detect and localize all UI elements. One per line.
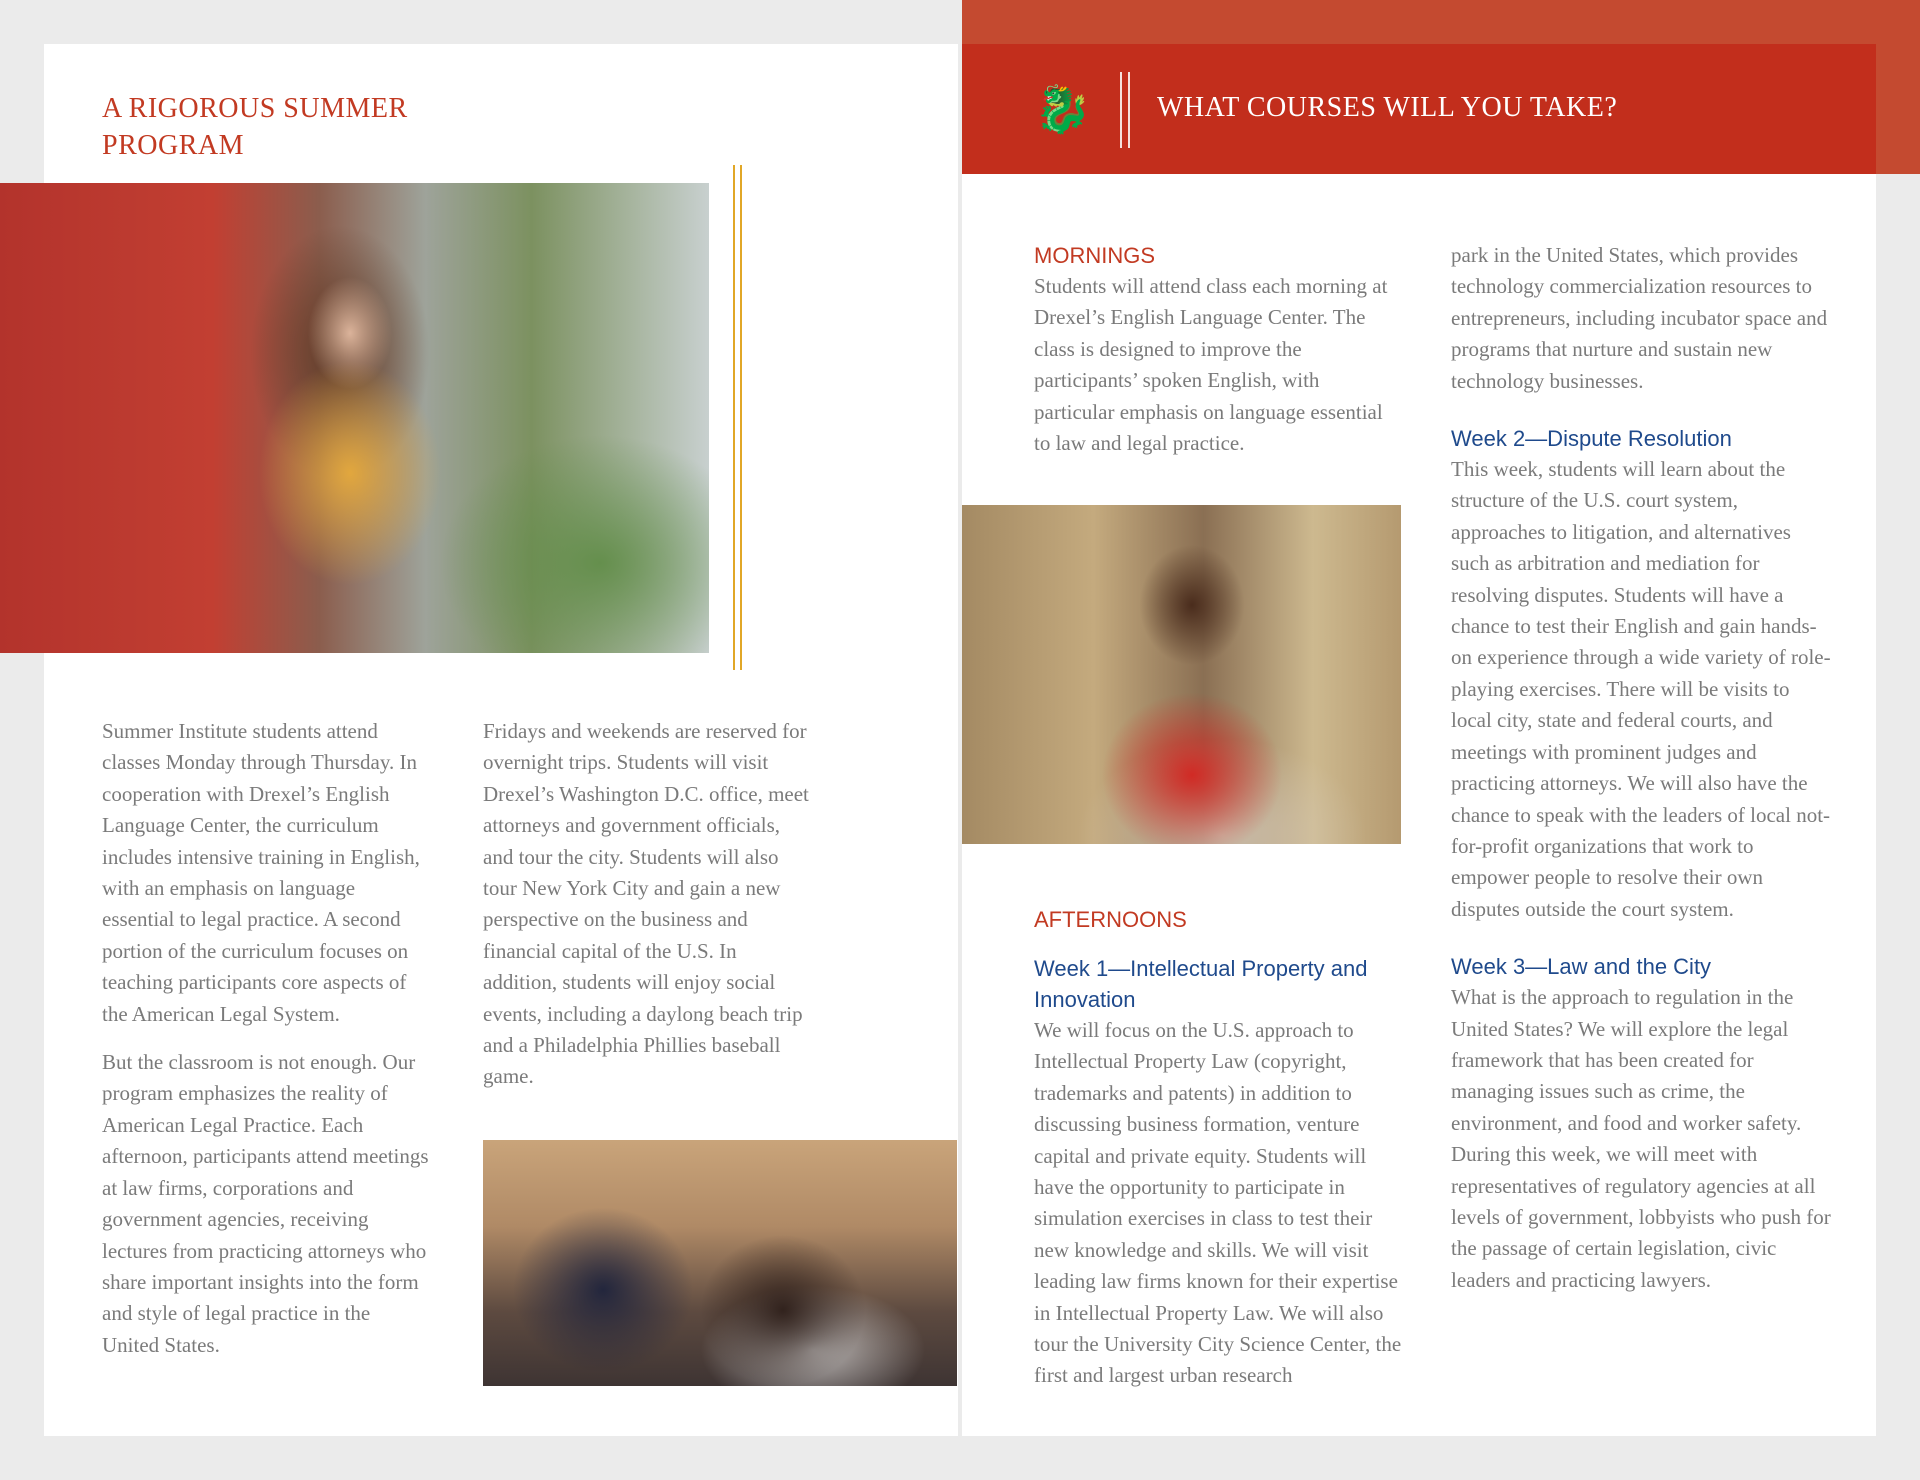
page-title-line2: PROGRAM [102, 130, 244, 161]
left-column-1 [102, 716, 432, 1378]
right-column-2 [1451, 240, 1831, 1296]
right-column-1 [1034, 240, 1404, 459]
week2-text: This week, students will learn about the structure of the U.S. court system, approaches to litigation, and alternatives such as arbitration and mediation for resolving disputes. Students will have a chance to test their English and gain hands-on experience through a wide variety of role-playing exercises. There will be visits to local city, state and federal courts, and meetings with prominent judges and practicing attorneys. We will also have the chance to speak with the leaders of local not-for-profit organizations that work to empower people to resolve their own disputes outside the court system. [1451, 457, 1831, 921]
mornings-heading: MORNINGS [1034, 243, 1155, 268]
header-divider-2 [1128, 72, 1130, 148]
right-page-side-band [1876, 44, 1920, 174]
page-title-line1: A RIGOROUS SUMMER [102, 93, 408, 124]
right-page-top-band [962, 0, 1920, 44]
header-band [962, 44, 1876, 174]
header-title: WHAT COURSES WILL YOU TAKE? [1157, 92, 1618, 123]
header-divider-1 [1120, 72, 1122, 148]
dragon-icon: 🐉 [1034, 82, 1092, 136]
photo-student-laptop [0, 183, 709, 653]
left-column-2 [483, 716, 813, 1110]
week3-heading: Week 3—Law and the City [1451, 954, 1712, 980]
left-col2-paragraph-1: Fridays and weekends are reserved for overnight trips. Students will visit Drexel’s Washington D.C. office, meet attorneys and government officials, and tour the city. Students will also tour New York City and gain a new perspective on the business and financial capital of the U.S. In addition, students will enjoy social events, including a daylong beach trip and a Philadelphia Phillies baseball game. [483, 719, 809, 1089]
week2-heading: Week 2—Dispute Resolution [1451, 426, 1732, 452]
right-column-1-lower [1034, 904, 1404, 1392]
page-title [102, 90, 562, 164]
week1-text: We will focus on the U.S. approach to Intellectual Property Law (copyright, trademarks and patents) in addition to discussing business formation, venture capital and private equity. Students will have the opportunity to participate in simulation exercises in class to test their new knowledge and skills. We will visit leading law firms known for their expertise in Intellectual Property Law. We will also tour the University City Science Center, the first and largest urban research [1034, 1018, 1402, 1388]
photo-students-classroom [483, 1140, 957, 1386]
week1-text-continued: park in the United States, which provides technology commercialization resources to entrepreneurs, including incubator space and programs that nurture and sustain new technology businesses. [1451, 243, 1828, 393]
gold-rule-right [740, 165, 742, 670]
gold-rule-left [733, 165, 735, 670]
week1-heading: Week 1—Intellectual Property and Innovation [1034, 956, 1368, 1012]
left-col1-paragraph-1: Summer Institute students attend classes Monday through Thursday. In cooperation with Drexel’s English Language Center, the curriculum includes intensive training in English, with an emphasis on language essential to legal practice. A second portion of the curriculum focuses on teaching participants core aspects of the American Legal System. [102, 719, 420, 1026]
photo-student-speaking [962, 505, 1401, 844]
mornings-text: Students will attend class each morning at Drexel’s English Language Center. The class is designed to improve the participants’ spoken English, with particular emphasis on language essential to law and legal practice. [1034, 274, 1388, 456]
left-col1-paragraph-2: But the classroom is not enough. Our program emphasizes the reality of American Legal Practice. Each afternoon, participants attend meetings at law firms, corporations and government agencies, receiving lectures from practicing attorneys who share important insights into the form and style of legal practice in the United States. [102, 1050, 429, 1357]
afternoons-heading: AFTERNOONS [1034, 907, 1187, 932]
week3-text: What is the approach to regulation in the United States? We will explore the legal framework that has been created for managing issues such as crime, the environment, and food and worker safety. During this week, we will meet with representatives of regulatory agencies at all levels of government, lobbyists who push for the passage of certain legislation, civic leaders and practicing lawyers. [1451, 985, 1831, 1292]
